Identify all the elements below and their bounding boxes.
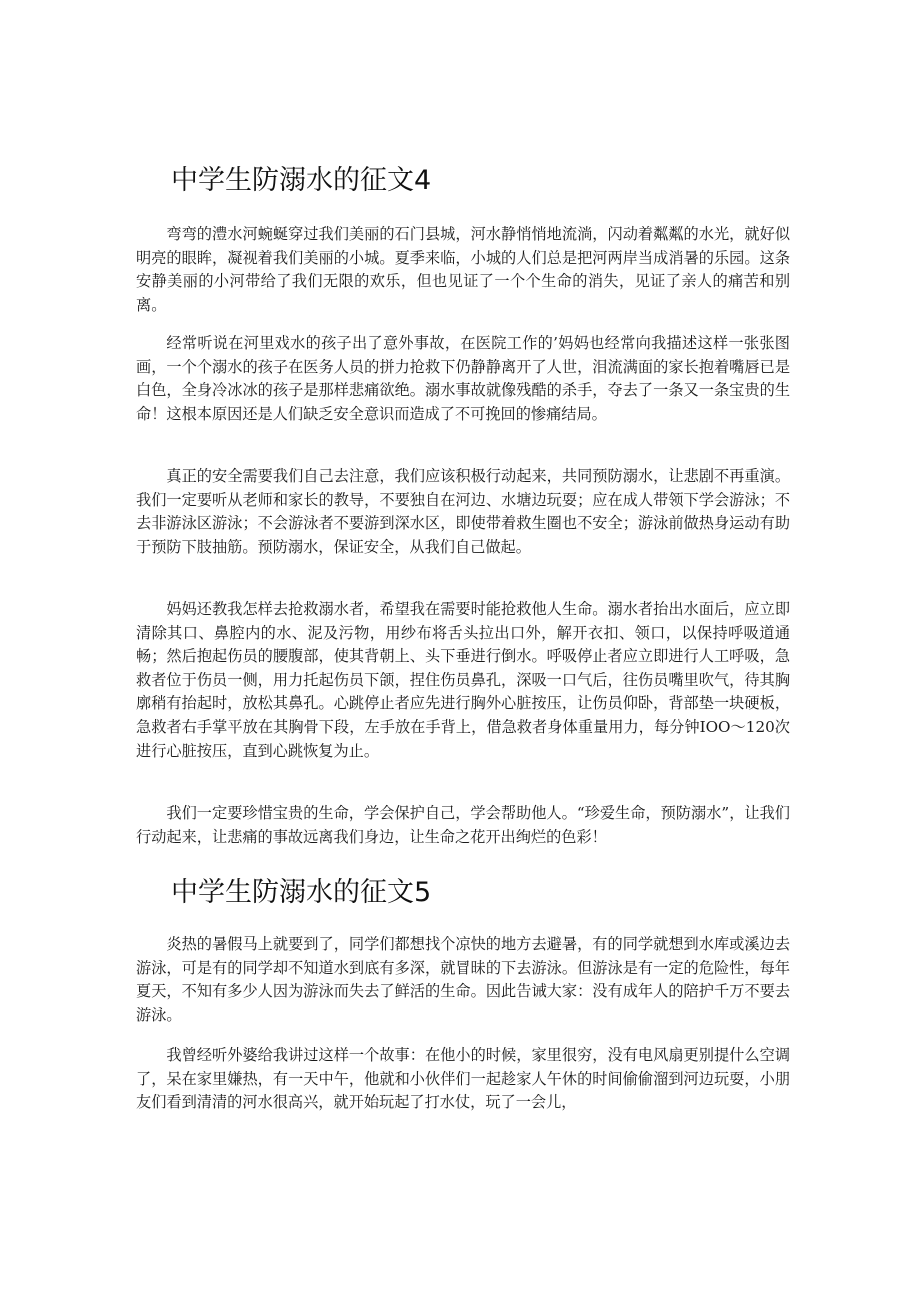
essay-4-paragraph-3: 真正的安全需要我们自己去注意，我们应该积极行动起来，共同预防溺水，让悲剧不再重演。我们一定要听从老师和家长的教导，不要独自在河边、水塘边玩耍；应在成人带领下学会游泳；不去非游泳区游泳；不会游泳者不要游到深水区，即使带着救生圈也不安全；游泳前做热身运动有助于预防下肢抽筋。预防溺水，保证安全，从我们自己做起。 — [136, 467, 790, 556]
essay-5-paragraph-1: 炎热的暑假马上就要到了，同学们都想找个凉快的地方去避暑，有的同学就想到水库或溪边去游泳，可是有的同学却不知道水到底有多深，就冒昧的下去游泳。但游泳是有一定的危险性，每年夏天，不知有多少人因为游泳而失去了鲜活的生命。因此告诫大家：没有成年人的陪护千万不要去游泳。 — [136, 935, 790, 1024]
essay-4-title: 中学生防溺水的征文4 — [171, 165, 432, 196]
essay-5-paragraph-2: 我曾经听外婆给我讲过这样一个故事：在他小的时候，家里很穷，没有电风扇更别提什么空调了，呆在家里嫌热，有一天中午，他就和小伙伴们一起趁家人午休的时间偷偷溜到河边玩耍，小朋友们看到清清的河水很高兴，就开始玩起了打水仗，玩了一会儿， — [136, 1046, 790, 1112]
essay-4-paragraph-4: 妈妈还教我怎样去抢救溺水者，希望我在需要时能抢救他人生命。溺水者抬出水面后，应立即清除其口、鼻腔内的水、泥及污物，用纱布将舌头拉出口外，解开衣扣、领口，以保持呼吸道通畅；然后抱起伤员的腰腹部，使其背朝上、头下垂进行倒水。呼吸停止者应立即进行人工呼吸，急救者位于伤员一侧，用力托起伤员下颌，捏住伤员鼻孔，深吸一口气后，往伤员嘴里吹气，待其胸廓稍有抬起时，放松其鼻孔。心跳停止者应先进行胸外心脏按压，让伤员仰卧，背部垫一块硬板，急救者右手掌平放在其胸骨下段，左手放在手背上，借急救者身体重量用力，每分钟IOO～120次进行心脏按压，直到心跳恢复为止。 — [136, 600, 790, 760]
essay-4-paragraph-1: 弯弯的澧水河蜿蜒穿过我们美丽的石门县城，河水静悄悄地流淌，闪动着粼粼的水光，就好似明亮的眼眸，凝视着我们美丽的小城。夏季来临，小城的人们总是把河两岸当成消暑的乐园。这条安静美丽的小河带给了我们无限的欢乐，但也见证了一个个生命的消失，见证了亲人的痛苦和别离。 — [136, 225, 790, 314]
essay-5-title: 中学生防溺水的征文5 — [171, 877, 432, 908]
essay-4-paragraph-2: 经常听说在河里戏水的孩子出了意外事故，在医院工作的’妈妈也经常向我描述这样一张张图画，一个个溺水的孩子在医务人员的拼力抢救下仍静静离开了人世，泪流满面的家长抱着嘴唇已是白色，全身冷冰冰的孩子是那样悲痛欲绝。溺水事故就像残酷的杀手，夺去了一条又一条宝贵的生命！这根本原因还是人们缺乏安全意识而造成了不可挽回的惨痛结局。 — [136, 334, 790, 423]
essay-4-paragraph-5: 我们一定要珍惜宝贵的生命，学会保护自己，学会帮助他人。“珍爱生命，预防溺水”，让我们行动起来，让悲痛的事故远离我们身边，让生命之花开出绚烂的色彩！ — [136, 804, 790, 846]
